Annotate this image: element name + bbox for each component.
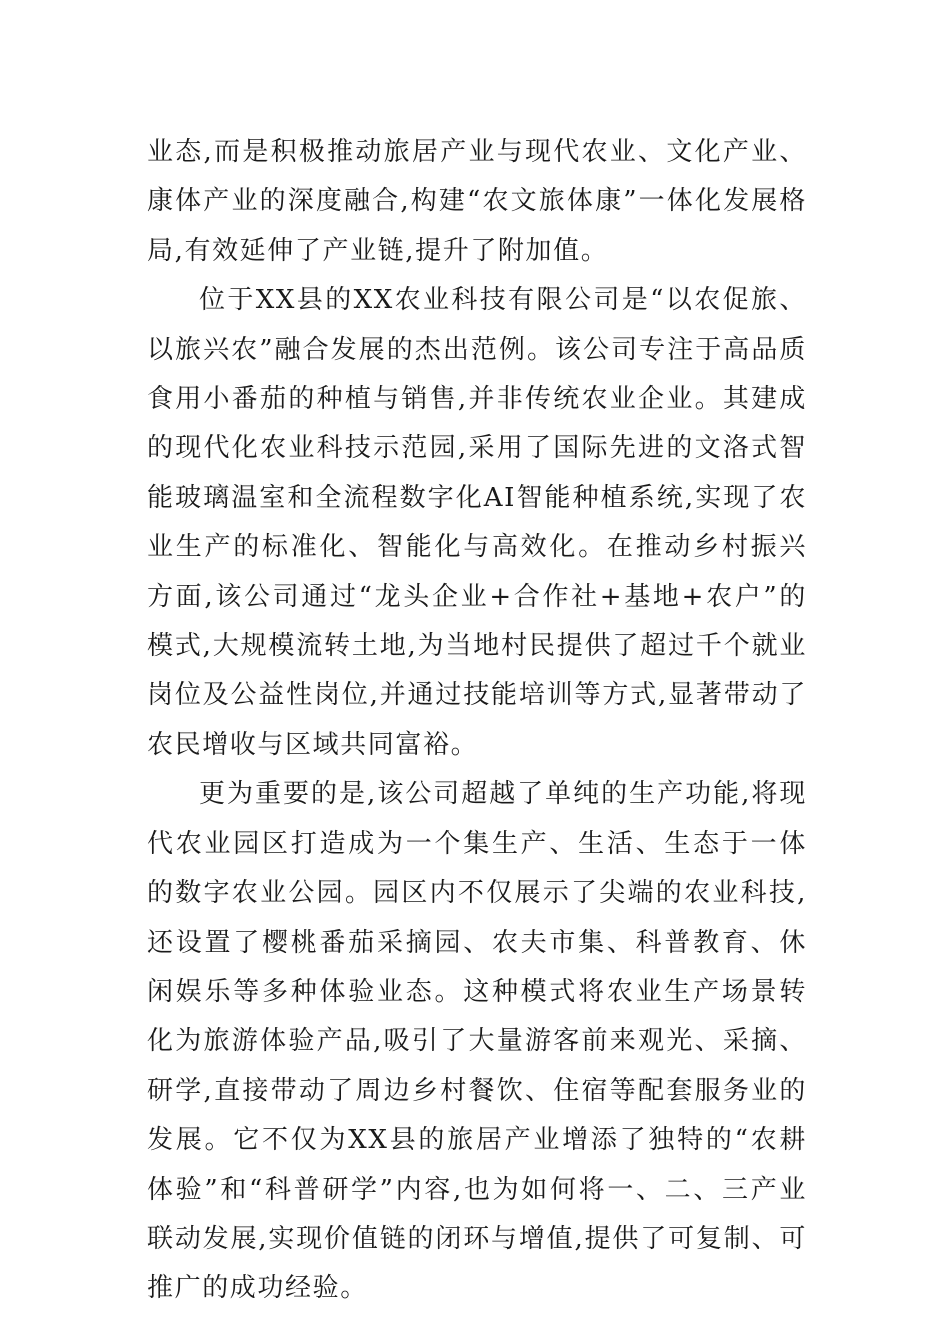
paragraph-company-example: 位于XX县的XX农业科技有限公司是“以农促旅、以旅兴农”融合发展的杰出范例。该公司专注于高品质食用小番茄的种植与销售,并非传统农业企业。其建成的现代化农业科技示范园,采用了国际先进的文洛式智能玻璃温室和全流程数字化AI智能种植系统,实现了农业生产的标准化、智能化与高效化。在推动乡村振兴方面,该公司通过“龙头企业+合作社+基地+农户”的模式,大规模流转土地,为当地村民提供了超过千个就业岗位及公益性岗位,并通过技能培训等方式,显著带动了农民增收与区域共同富裕。	[147, 285, 807, 760]
paragraph-continuation: 业态,而是积极推动旅居产业与现代农业、文化产业、康体产业的深度融合,构建“农文旅体康”一体化发展格局,有效延伸了产业链,提升了附加值。	[147, 137, 807, 266]
paragraph-digital-park: 更为重要的是,该公司超越了单纯的生产功能,将现代农业园区打造成为一个集生产、生活、生态于一体的数字农业公园。园区内不仅展示了尖端的农业科技,还设置了樱桃番茄采摘园、农夫市集、科普教育、休闲娱乐等多种体验业态。这种模式将农业生产场景转化为旅游体验产品,吸引了大量游客前来观光、采摘、研学,直接带动了周边乡村餐饮、住宿等配套服务业的发展。它不仅为XX县的旅居产业增添了独特的“农耕体验”和“科普研学”内容,也为如何将一、二、三产业联动发展,实现价值链的闭环与增值,提供了可复制、可推广的成功经验。	[147, 779, 807, 1304]
document-page	[147, 128, 807, 1314]
